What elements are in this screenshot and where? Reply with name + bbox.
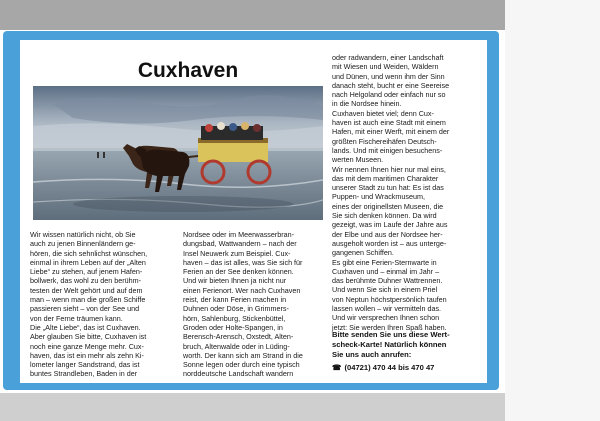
telephone-icon: ☎ (332, 363, 342, 372)
horse-carriage-photo (33, 86, 323, 220)
phone-number: (04721) 470 44 bis 470 47 (344, 363, 435, 372)
body-text-column-3: oder radwandern, einer Landschaft mit Wiesen und Weiden, Wäldern und Dünen, und wenn ihm der Sinn danach steht, bucht er eine Seereise nach Helgoland oder einfach nur so in die Nordsee hinein. Cuxhaven bietet viel; denn Cux- haven ist auch eine Stadt mit einem Hafen, mit einer Werft, mit einem der größten Fischereihäfen Deutsch- lands. Und mit einigen besuchens- werten Museen. Wir nennen Ihnen hier nur mal eins, das mit dem maritimen Charakter unserer Stadt zu tun hat: Es ist das Puppen- und Wrackmuseum, eines der originellsten Museen, die Sie sich denken können. Da wird gezeigt, was im Laufe der Jahre aus der Elbe und aus der Nordsee her- ausgeholt worden ist – aus unterge- gangenen Schiffen. Es gibt eine Ferien-Sternwarte in Cuxhaven und – einmal im Jahr – das berühmte Duhner Wattrennen. Und wenn Sie sich in einem Priel von Neptun höchstpersönlich taufen lassen wollen – wir vermitteln das. Und wir versprechen Ihnen schon jetzt: Sie werden Ihren Spaß haben. (332, 53, 450, 332)
call-to-action: Bitte senden Sie uns diese Wert- scheck-Karte! Natürlich können Sie uns auch anrufen: (332, 330, 450, 359)
scan-background-right (505, 0, 600, 421)
postcard-frame (3, 31, 499, 390)
scan-background-top (0, 0, 505, 30)
body-text-column-2: Nordsee oder im Meerwasserbran- dungsbad, Wattwandern – nach der Insel Neuwerk zum Beispiel. Cux- haven – das ist alles, was Sie sich für Ferien an der See denken können. Und wir bieten Ihnen ja nicht nur einen Ferienort. Wer nach Cuxhaven reist, der kann Ferien machen in Duhnen oder Döse, in Grimmers- hörn, Sahlenburg, Stickenbüttel, Groden oder Holte-Spangen, in Berensch-Arensch, Oxstedt, Alten- bruch, Altenwalde oder in Lüding- worth. Der kann sich am Strand in die Sonne legen oder durch eine typisch norddeutsche Landschaft wandern (183, 230, 303, 379)
page-title: Cuxhaven (137, 59, 239, 82)
scan-background-bottom (0, 393, 505, 421)
postcard-panel (20, 40, 487, 383)
body-text-column-1: Wir wissen natürlich nicht, ob Sie auch zu jenen Binnenländern ge- hören, die sich sehnlichst wünschen, einmal in ihrem Leben auf der „Alten Liebe“ zu stehen, auf jenem Hafen- bollwerk, das wohl zu den berühm- testen der Welt gehört und auf dem man – wenn man die großen Schiffe passieren sieht – von der See und von der Ferne träumen kann. Die „Alte Liebe“, das ist Cuxhaven. Aber glauben Sie bitte, Cuxhaven ist noch eine ganze Menge mehr. Cux- haven, das ist ein mehr als zehn Ki- lometer langer Sandstrand, das ist buntes Strandleben, Baden in der (30, 230, 148, 379)
phone-line (332, 363, 434, 373)
